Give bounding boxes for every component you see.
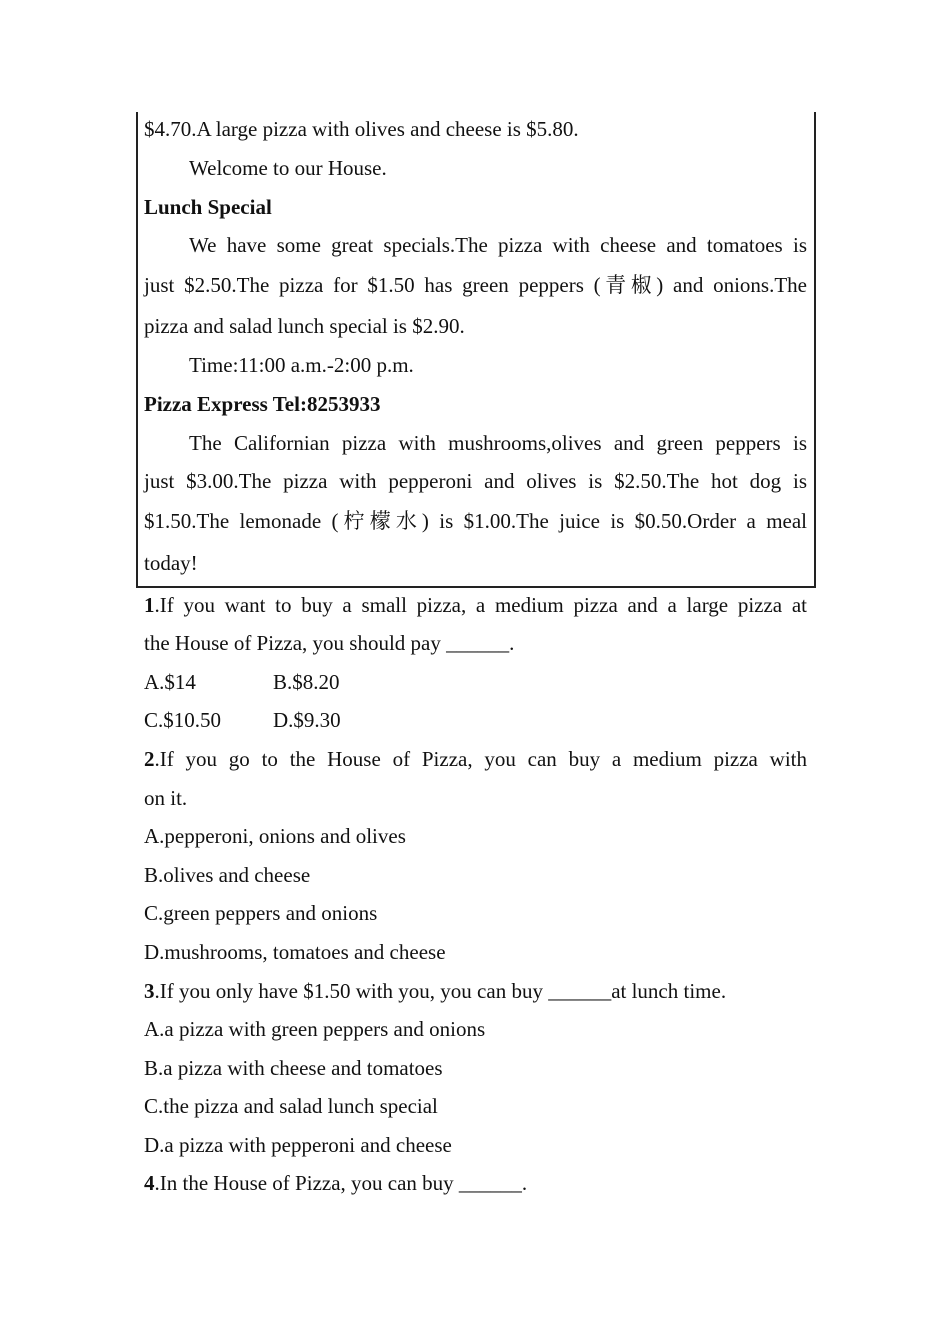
option-row [144,707,807,733]
pizza-express-heading [144,391,807,417]
question-number: 4 [144,1171,155,1195]
question-4 [144,1170,807,1196]
lunch-special-heading: Lunch Special [144,195,272,219]
welcome-line: Welcome to our House. [189,156,387,180]
question-text: the House of Pizza, you should pay ______. [144,631,515,655]
option-d: D.$9.30 [273,708,341,732]
time-line: Time:11:00 a.m.-2:00 p.m. [189,353,414,377]
question-text: .If you go to the House of Pizza, you can buy a medium pizza with [154,747,807,771]
question-2 [144,746,807,772]
option-c: C.green peppers and onions [144,901,378,925]
option-b: B.$8.20 [273,670,340,694]
express-heading-text: Pizza Express Tel [144,392,300,416]
question-text: .If you only have $1.50 with you, you can buy ______at lunch time. [154,979,727,1003]
passage-line: today! [144,551,198,575]
passage-line: pizza and salad lunch special is $2.90. [144,314,465,338]
passage-line: just $3.00.The pizza with pepperoni and olives is $2.50.The hot dog is [144,469,807,493]
option-b: B.olives and cheese [144,863,311,887]
question-3 [144,978,807,1004]
passage-line: just $2.50.The pizza for $1.50 has green peppers (青椒) and onions.The [144,273,807,297]
express-tel: :8253933 [299,392,381,416]
option-row [144,669,807,695]
question-1 [144,592,807,618]
question-number: 3 [144,979,155,1003]
option-a: A.pepperoni, onions and olives [144,824,406,848]
option-d: D.a pizza with pepperoni and cheese [144,1133,452,1157]
option-c: C.$10.50 [144,708,222,732]
question-text: .In the House of Pizza, you can buy ______. [154,1171,528,1195]
question-text: .If you want to buy a small pizza, a medium pizza and a large pizza at [154,593,807,617]
option-a: A.$14 [144,670,196,694]
passage-line: $1.50.The lemonade (柠檬水) is $1.00.The juice is $0.50.Order a meal [144,509,807,533]
option-c: C.the pizza and salad lunch special [144,1094,438,1118]
option-b: B.a pizza with cheese and tomatoes [144,1056,443,1080]
question-text: on it. [144,786,188,810]
passage-line: $4.70.A large pizza with olives and cheese is $5.80. [144,117,579,141]
option-d: D.mushrooms, tomatoes and cheese [144,940,446,964]
passage-line: The Californian pizza with mushrooms,olives and green peppers is [189,431,807,455]
option-a: A.a pizza with green peppers and onions [144,1017,486,1041]
question-number: 1 [144,593,155,617]
passage-line: We have some great specials.The pizza with cheese and tomatoes is [189,233,807,257]
question-number: 2 [144,747,155,771]
